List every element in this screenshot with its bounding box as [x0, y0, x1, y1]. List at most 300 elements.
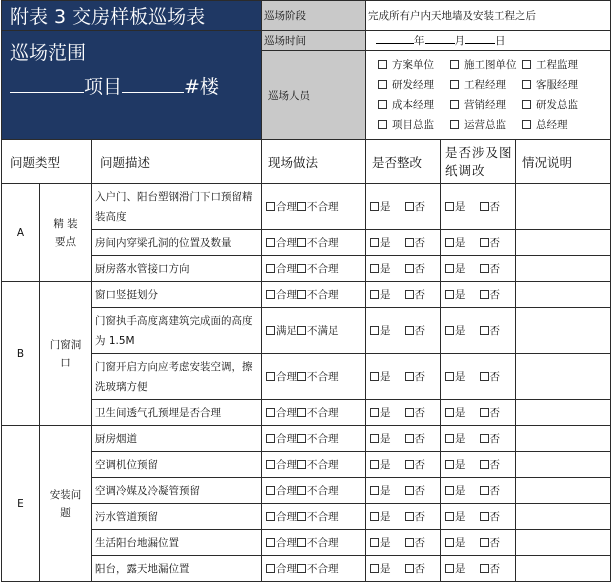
person-option-label: 工程经理: [464, 79, 507, 91]
checkbox-icon[interactable]: [266, 486, 275, 495]
option-yes[interactable]: [445, 407, 466, 419]
item-description: 污水管道预留: [92, 504, 262, 530]
note-cell[interactable]: [516, 230, 611, 256]
time-value: [366, 31, 611, 51]
scope-label: 巡场范围: [10, 42, 87, 64]
drawing-options: [441, 230, 516, 256]
checkbox-icon[interactable]: [370, 408, 379, 417]
option-no[interactable]: [405, 537, 426, 549]
option-label: 不合理: [307, 459, 339, 471]
option-no[interactable]: [480, 537, 501, 549]
checkbox-icon[interactable]: [445, 538, 454, 547]
option-yes[interactable]: [370, 325, 391, 337]
checkbox-icon[interactable]: [480, 486, 489, 495]
checkbox-icon[interactable]: [297, 202, 306, 211]
checkbox-icon[interactable]: [522, 80, 531, 89]
option-notmeet[interactable]: [297, 325, 339, 337]
option-label: 合理: [276, 433, 298, 445]
option-label: 否: [489, 537, 501, 549]
option-label: 满足: [276, 325, 298, 337]
fix-options: [366, 556, 441, 582]
option-label: 不合理: [307, 407, 339, 419]
item-description: 入户门、阳台塑钢滑门下口预留精装高度: [92, 184, 262, 230]
checkbox-icon[interactable]: [445, 264, 454, 273]
option-label: 否: [489, 237, 501, 249]
checkbox-icon[interactable]: [297, 238, 306, 247]
option-label: 不合理: [307, 263, 339, 275]
time-label: 巡场时间: [262, 31, 366, 51]
checkbox-icon[interactable]: [480, 290, 489, 299]
checkbox-icon[interactable]: [480, 408, 489, 417]
option-no[interactable]: [480, 371, 501, 383]
person-option[interactable]: [522, 115, 594, 135]
header-method: 现场做法: [262, 140, 366, 184]
note-cell[interactable]: [516, 400, 611, 426]
option-yes[interactable]: [370, 433, 391, 445]
option-label: 否: [489, 459, 501, 471]
drawing-options: [441, 400, 516, 426]
table-row: [2, 478, 611, 504]
checkbox-icon[interactable]: [405, 486, 414, 495]
form-title: 附表 3 交房样板巡场表: [2, 1, 262, 31]
option-label: 否: [489, 201, 501, 213]
option-no[interactable]: [480, 511, 501, 523]
person-option-label: 营销经理: [464, 99, 507, 111]
option-yes[interactable]: [370, 289, 391, 301]
option-yes[interactable]: [370, 537, 391, 549]
checkbox-icon[interactable]: [370, 264, 379, 273]
option-yes[interactable]: [445, 537, 466, 549]
option-notok[interactable]: [297, 407, 339, 419]
option-label: 是: [380, 237, 391, 249]
checkbox-icon[interactable]: [297, 290, 306, 299]
checkbox-icon[interactable]: [370, 486, 379, 495]
table-row: [2, 504, 611, 530]
scope-project-label: 项目: [84, 76, 123, 98]
option-notok[interactable]: [297, 459, 339, 471]
option-ok[interactable]: [266, 407, 297, 419]
option-yes[interactable]: [445, 459, 466, 471]
year-unit: 年: [414, 35, 425, 47]
method-options: [262, 530, 366, 556]
option-no[interactable]: [405, 325, 426, 337]
option-no[interactable]: [480, 459, 501, 471]
checkbox-icon[interactable]: [522, 100, 531, 109]
person-option[interactable]: [378, 95, 450, 115]
option-notok[interactable]: [297, 563, 339, 575]
method-options: [262, 230, 366, 256]
checkbox-icon[interactable]: [405, 538, 414, 547]
option-no[interactable]: [405, 485, 426, 497]
year-blank[interactable]: [376, 43, 414, 44]
checkbox-icon[interactable]: [480, 538, 489, 547]
stage-value: 完成所有户内天地墙及安装工程之后: [366, 1, 611, 31]
checkbox-icon[interactable]: [450, 60, 459, 69]
option-label: 合理: [276, 537, 298, 549]
person-option[interactable]: [378, 75, 450, 95]
option-label: 否: [489, 289, 501, 301]
checkbox-icon[interactable]: [370, 460, 379, 469]
option-label: 是: [380, 325, 391, 337]
checkbox-icon[interactable]: [405, 434, 414, 443]
project-blank[interactable]: [10, 92, 84, 93]
option-label: 否: [414, 433, 426, 445]
note-cell[interactable]: [516, 282, 611, 308]
option-notok[interactable]: [297, 371, 339, 383]
checkbox-icon[interactable]: [450, 100, 459, 109]
checkbox-icon[interactable]: [370, 538, 379, 547]
method-options: [262, 452, 366, 478]
option-label: 是: [380, 407, 391, 419]
day-unit: 日: [495, 35, 506, 47]
checkbox-icon[interactable]: [266, 408, 275, 417]
option-notok[interactable]: [297, 263, 339, 275]
checkbox-icon[interactable]: [297, 372, 306, 381]
option-yes[interactable]: [370, 201, 391, 213]
person-option[interactable]: [522, 55, 594, 75]
building-blank[interactable]: [122, 92, 184, 93]
option-no[interactable]: [405, 407, 426, 419]
method-options: [262, 308, 366, 354]
option-yes[interactable]: [445, 201, 466, 213]
item-description: 门窗开启方向应考虑安装空调，擦洗玻璃方便: [92, 354, 262, 400]
note-cell[interactable]: [516, 556, 611, 582]
option-no[interactable]: [480, 237, 501, 249]
checkbox-icon[interactable]: [405, 408, 414, 417]
fix-options: [366, 308, 441, 354]
fix-options: [366, 426, 441, 452]
checkbox-icon[interactable]: [297, 434, 306, 443]
option-yes[interactable]: [445, 485, 466, 497]
checkbox-icon[interactable]: [522, 120, 531, 129]
option-yes[interactable]: [370, 485, 391, 497]
option-no[interactable]: [480, 201, 501, 213]
item-description: 空调机位预留: [92, 452, 262, 478]
option-no[interactable]: [405, 459, 426, 471]
option-label: 不合理: [307, 289, 339, 301]
option-label: 否: [489, 263, 501, 275]
method-options: [262, 256, 366, 282]
header-drawing: 是否涉及图纸调改: [441, 140, 516, 184]
month-unit: 月: [454, 35, 466, 47]
person-option[interactable]: [450, 115, 522, 135]
persons-options: [366, 51, 611, 140]
note-cell[interactable]: [516, 354, 611, 400]
option-label: 否: [414, 537, 426, 549]
note-cell[interactable]: [516, 504, 611, 530]
option-ok[interactable]: [266, 459, 297, 471]
checkbox-icon[interactable]: [405, 264, 414, 273]
option-notok[interactable]: [297, 433, 339, 445]
option-yes[interactable]: [370, 407, 391, 419]
option-label: 是: [380, 459, 391, 471]
option-no[interactable]: [480, 407, 501, 419]
month-blank[interactable]: [425, 43, 455, 44]
option-yes[interactable]: [370, 511, 391, 523]
option-notok[interactable]: [297, 537, 339, 549]
option-yes[interactable]: [370, 263, 391, 275]
item-description: 门窗执手高度离建筑完成面的高度为 1.5M: [92, 308, 262, 354]
checkbox-icon[interactable]: [266, 264, 275, 273]
checkbox-icon[interactable]: [445, 238, 454, 247]
checkbox-icon[interactable]: [480, 372, 489, 381]
day-blank[interactable]: [465, 43, 495, 44]
option-yes[interactable]: [370, 237, 391, 249]
checkbox-icon[interactable]: [266, 372, 275, 381]
checkbox-icon[interactable]: [480, 326, 489, 335]
checkbox-icon[interactable]: [370, 326, 379, 335]
checkbox-icon[interactable]: [266, 538, 275, 547]
option-notok[interactable]: [297, 289, 339, 301]
option-label: 否: [489, 325, 501, 337]
checkbox-icon[interactable]: [450, 120, 459, 129]
option-label: 不满足: [307, 325, 339, 337]
checkbox-icon[interactable]: [405, 372, 414, 381]
checkbox-icon[interactable]: [445, 290, 454, 299]
drawing-options: [441, 354, 516, 400]
option-label: 合理: [276, 201, 298, 213]
checkbox-icon[interactable]: [445, 372, 454, 381]
table-row: [2, 530, 611, 556]
table-row: [2, 452, 611, 478]
header-note: 情况说明: [516, 140, 611, 184]
option-no[interactable]: [405, 263, 426, 275]
checkbox-icon[interactable]: [480, 460, 489, 469]
option-label: 是: [380, 433, 391, 445]
option-yes[interactable]: [370, 371, 391, 383]
checkbox-icon[interactable]: [266, 460, 275, 469]
person-option[interactable]: [450, 55, 522, 75]
person-option[interactable]: [378, 55, 450, 75]
option-ok[interactable]: [266, 563, 297, 575]
option-label: 否: [489, 485, 501, 497]
option-yes[interactable]: [445, 263, 466, 275]
checkbox-icon[interactable]: [405, 326, 414, 335]
checkbox-icon[interactable]: [266, 512, 275, 521]
checkbox-icon[interactable]: [266, 238, 275, 247]
checkbox-icon[interactable]: [370, 202, 379, 211]
option-label: 否: [414, 237, 426, 249]
option-ok[interactable]: [266, 485, 297, 497]
checkbox-icon[interactable]: [522, 60, 531, 69]
drawing-options: [441, 282, 516, 308]
option-no[interactable]: [480, 433, 501, 445]
checkbox-icon[interactable]: [480, 264, 489, 273]
checkbox-icon[interactable]: [378, 80, 387, 89]
method-options: [262, 426, 366, 452]
option-yes[interactable]: [370, 563, 391, 575]
checkbox-icon[interactable]: [450, 80, 459, 89]
checkbox-icon[interactable]: [297, 538, 306, 547]
option-no[interactable]: [405, 511, 426, 523]
option-label: 是: [380, 511, 391, 523]
checkbox-icon[interactable]: [378, 120, 387, 129]
option-no[interactable]: [405, 289, 426, 301]
fix-options: [366, 504, 441, 530]
person-option-label: 运营总监: [464, 119, 507, 131]
option-label: 合理: [276, 511, 298, 523]
option-label: 否: [414, 511, 426, 523]
option-no[interactable]: [405, 201, 426, 213]
checkbox-icon[interactable]: [405, 238, 414, 247]
option-yes[interactable]: [445, 563, 466, 575]
person-option[interactable]: [450, 75, 522, 95]
checkbox-icon[interactable]: [297, 512, 306, 521]
person-option[interactable]: [378, 115, 450, 135]
option-yes[interactable]: [445, 511, 466, 523]
checkbox-icon[interactable]: [480, 512, 489, 521]
checkbox-icon[interactable]: [266, 290, 275, 299]
checkbox-icon[interactable]: [266, 326, 275, 335]
person-option-label: 项目总监: [392, 119, 435, 131]
checkbox-icon[interactable]: [297, 486, 306, 495]
checkbox-icon[interactable]: [266, 202, 275, 211]
note-cell[interactable]: [516, 426, 611, 452]
fix-options: [366, 478, 441, 504]
checkbox-icon[interactable]: [266, 434, 275, 443]
drawing-options: [441, 426, 516, 452]
group-code: A: [2, 184, 40, 282]
checkbox-icon[interactable]: [445, 326, 454, 335]
checkbox-icon[interactable]: [445, 202, 454, 211]
checkbox-icon[interactable]: [297, 264, 306, 273]
drawing-options: [441, 184, 516, 230]
group-code: B: [2, 282, 40, 426]
option-label: 不合理: [307, 485, 339, 497]
option-notok[interactable]: [297, 201, 339, 213]
checkbox-icon[interactable]: [445, 434, 454, 443]
note-cell[interactable]: [516, 308, 611, 354]
checkbox-icon[interactable]: [405, 202, 414, 211]
table-row: [2, 400, 611, 426]
checkbox-icon[interactable]: [480, 202, 489, 211]
option-ok[interactable]: [266, 433, 297, 445]
stage-label: 巡场阶段: [262, 1, 366, 31]
fix-options: [366, 452, 441, 478]
option-label: 是: [380, 289, 391, 301]
checkbox-icon[interactable]: [297, 326, 306, 335]
option-yes[interactable]: [445, 289, 466, 301]
option-yes[interactable]: [445, 371, 466, 383]
checkbox-icon[interactable]: [370, 434, 379, 443]
option-ok[interactable]: [266, 537, 297, 549]
note-cell[interactable]: [516, 184, 611, 230]
option-label: 否: [414, 563, 426, 575]
option-label: 合理: [276, 371, 298, 383]
checkbox-icon[interactable]: [480, 238, 489, 247]
option-label: 是: [380, 201, 391, 213]
checkbox-icon[interactable]: [370, 372, 379, 381]
option-no[interactable]: [405, 433, 426, 445]
option-label: 不合理: [307, 371, 339, 383]
option-label: 是: [455, 201, 466, 213]
note-cell[interactable]: [516, 530, 611, 556]
checkbox-icon[interactable]: [378, 100, 387, 109]
table-row: [2, 308, 611, 354]
option-notok[interactable]: [297, 237, 339, 249]
person-option[interactable]: [522, 95, 594, 115]
option-notok[interactable]: [297, 511, 339, 523]
method-options: [262, 478, 366, 504]
item-description: 窗口竖挺划分: [92, 282, 262, 308]
option-ok[interactable]: [266, 289, 297, 301]
option-label: 是: [455, 563, 466, 575]
option-yes[interactable]: [445, 433, 466, 445]
option-no[interactable]: [480, 289, 501, 301]
option-label: 是: [455, 407, 466, 419]
option-ok[interactable]: [266, 263, 297, 275]
item-description: 厨房落水管接口方向: [92, 256, 262, 282]
option-no[interactable]: [405, 563, 426, 575]
option-meet[interactable]: [266, 325, 297, 337]
option-no[interactable]: [480, 325, 501, 337]
checkbox-icon[interactable]: [370, 238, 379, 247]
scope-cell: [2, 31, 262, 140]
option-label: 否: [414, 201, 426, 213]
checkbox-icon[interactable]: [480, 434, 489, 443]
checkbox-icon[interactable]: [370, 512, 379, 521]
person-option[interactable]: [450, 95, 522, 115]
option-label: 是: [455, 325, 466, 337]
table-row: [2, 426, 611, 452]
option-label: 否: [414, 407, 426, 419]
option-label: 合理: [276, 237, 298, 249]
option-no[interactable]: [480, 563, 501, 575]
persons-label: 巡场人员: [262, 51, 366, 140]
option-no[interactable]: [480, 485, 501, 497]
table-row: [2, 256, 611, 282]
option-yes[interactable]: [370, 459, 391, 471]
option-label: 不合理: [307, 201, 339, 213]
checkbox-icon[interactable]: [405, 512, 414, 521]
note-cell[interactable]: [516, 478, 611, 504]
person-option-label: 研发总监: [536, 99, 579, 111]
note-cell[interactable]: [516, 256, 611, 282]
option-no[interactable]: [480, 263, 501, 275]
option-no[interactable]: [405, 371, 426, 383]
checkbox-icon[interactable]: [445, 460, 454, 469]
person-option[interactable]: [522, 75, 594, 95]
option-ok[interactable]: [266, 237, 297, 249]
checkbox-icon[interactable]: [370, 290, 379, 299]
drawing-options: [441, 478, 516, 504]
checkbox-icon[interactable]: [445, 486, 454, 495]
checkbox-icon[interactable]: [297, 408, 306, 417]
checkbox-icon[interactable]: [445, 512, 454, 521]
checkbox-icon[interactable]: [405, 290, 414, 299]
option-label: 合理: [276, 263, 298, 275]
option-ok[interactable]: [266, 511, 297, 523]
option-yes[interactable]: [445, 237, 466, 249]
note-cell[interactable]: [516, 452, 611, 478]
option-label: 是: [455, 263, 466, 275]
checkbox-icon[interactable]: [405, 460, 414, 469]
person-option-label: 研发经理: [392, 79, 435, 91]
option-notok[interactable]: [297, 485, 339, 497]
item-description: 房间内穿梁孔洞的位置及数量: [92, 230, 262, 256]
checkbox-icon[interactable]: [378, 60, 387, 69]
option-yes[interactable]: [445, 325, 466, 337]
header-desc: 问题描述: [92, 140, 262, 184]
option-label: 合理: [276, 289, 298, 301]
option-ok[interactable]: [266, 201, 297, 213]
option-ok[interactable]: [266, 371, 297, 383]
checkbox-icon[interactable]: [297, 460, 306, 469]
option-label: 否: [489, 407, 501, 419]
option-no[interactable]: [405, 237, 426, 249]
drawing-options: [441, 308, 516, 354]
checkbox-icon[interactable]: [445, 408, 454, 417]
